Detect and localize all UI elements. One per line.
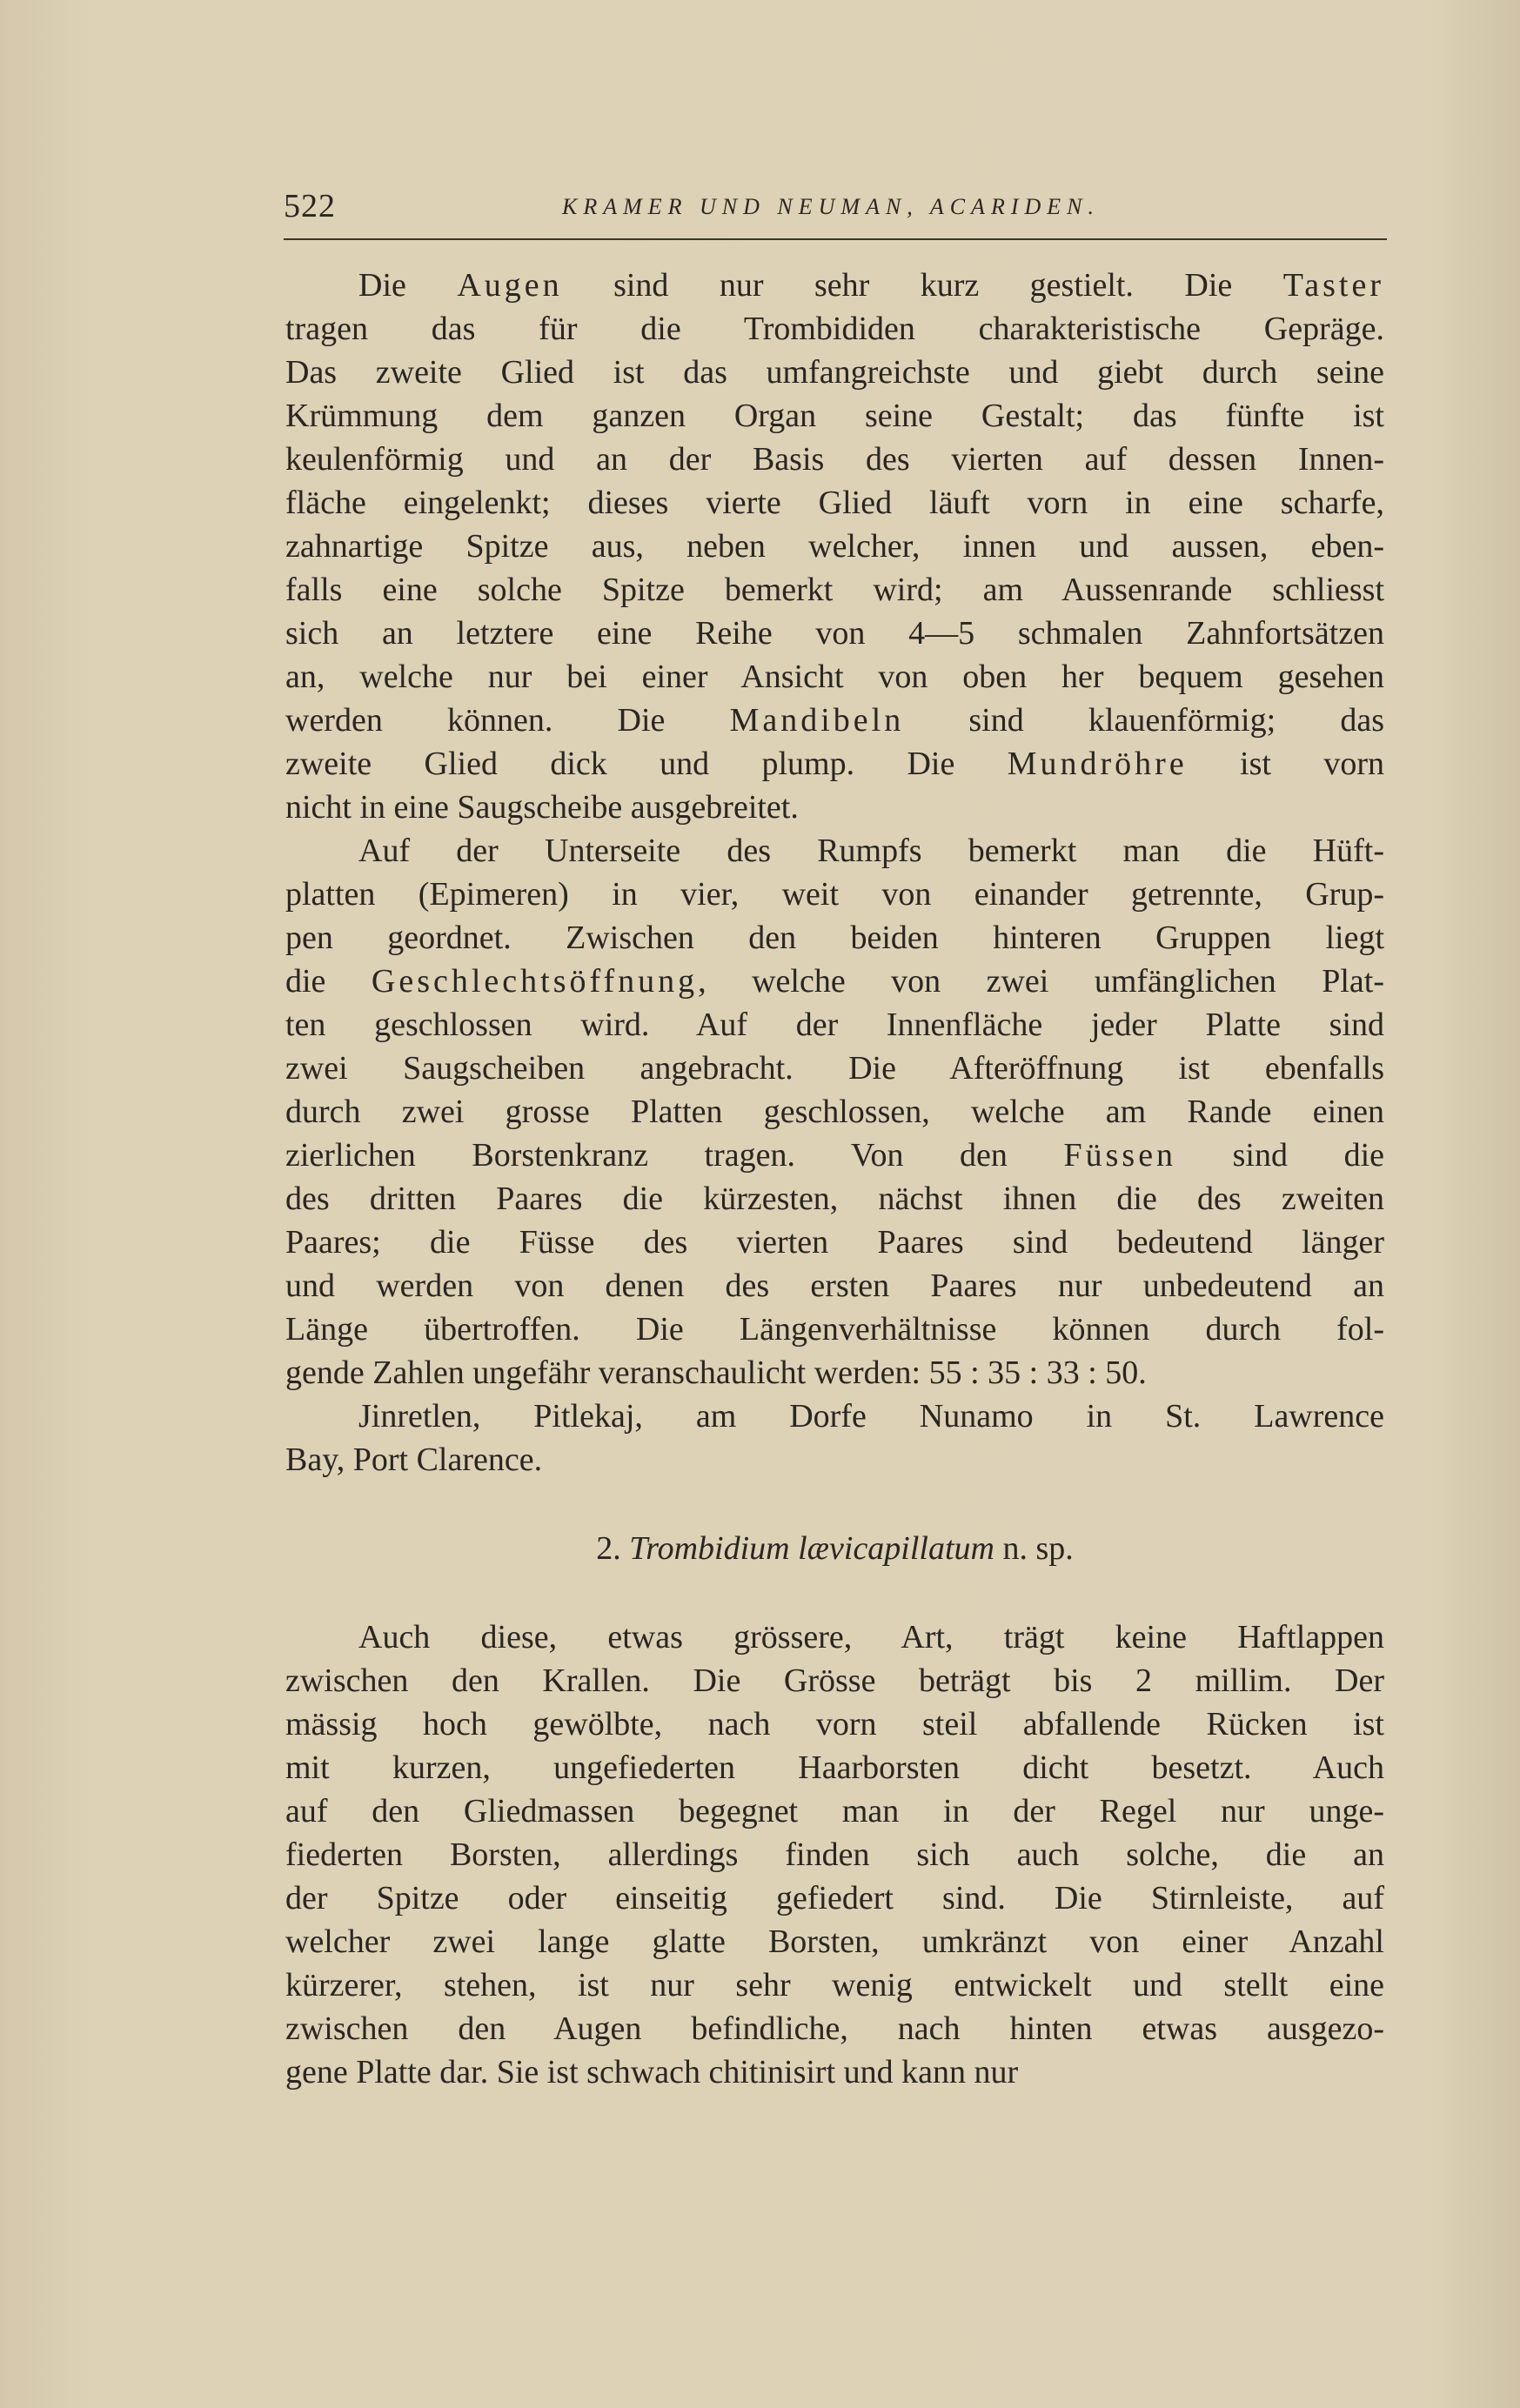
text-run: an, welche nur bei einer Ansicht von oben her bequem gesehen: [285, 659, 1384, 695]
species-heading: [285, 1527, 1384, 1570]
text-line: [285, 438, 1384, 481]
header-rule: [284, 238, 1387, 240]
text-line: [285, 1702, 1384, 1746]
text-line: [285, 1395, 1384, 1438]
text-line: [285, 1963, 1384, 2007]
text-run: Auch diese, etwas grössere, Art, trägt keine Haftlappen: [358, 1619, 1384, 1656]
text-run: zwei Saugscheiben angebracht. Die Afteröffnung ist ebenfalls: [285, 1050, 1384, 1087]
text-run: Jinretlen, Pitlekaj, am Dorfe Nunamo in St. Lawrence: [358, 1398, 1384, 1435]
text-line: [285, 1615, 1384, 1659]
species-suffix: n. sp.: [1002, 1530, 1074, 1567]
text-run: zierlichen Borstenkranz tragen. Von den: [285, 1137, 1064, 1174]
text-run: fläche eingelenkt; dieses vierte Glied läuft vorn in eine scharfe,: [285, 485, 1384, 521]
text-run: kürzerer, stehen, ist nur sehr wenig entwickelt und stellt eine: [285, 1967, 1384, 2003]
text-line: [285, 612, 1384, 655]
text-run: zweite Glied dick und plump. Die: [285, 746, 1008, 782]
text-run: ten geschlossen wird. Auf der Innenfläche jeder Platte sind: [285, 1007, 1384, 1043]
text-line: [285, 1047, 1384, 1090]
text-line: [285, 1659, 1384, 1702]
spaced-term: Mandibeln: [729, 702, 905, 739]
text-line: [285, 1789, 1384, 1833]
text-run: welcher zwei lange glatte Borsten, umkränzt von einer Anzahl: [285, 1923, 1384, 1960]
text-line: [285, 1177, 1384, 1221]
text-line: [285, 1833, 1384, 1876]
text-run: , welche von zwei umfänglichen Plat-: [698, 963, 1384, 1000]
text-run: sind klauenförmig; das: [904, 702, 1384, 739]
text-run: Das zweite Glied ist das umfangreichste und giebt durch seine: [285, 354, 1384, 391]
species-number: 2.: [596, 1530, 621, 1567]
text-line: [285, 525, 1384, 568]
text-run: des dritten Paares die kürzesten, nächst ihnen die des zweiten: [285, 1181, 1384, 1217]
text-run: mässig hoch gewölbte, nach vorn steil abfallende Rücken ist: [285, 1706, 1384, 1742]
paragraph-augen-taster: [285, 264, 1384, 829]
spaced-term: Geschlechtsöffnung: [371, 963, 699, 1000]
running-title: KRAMER UND NEUMAN, ACARIDEN.: [562, 194, 1100, 219]
text-run: gene Platte dar. Sie ist schwach chitinisirt und kann nur: [285, 2054, 1019, 2090]
text-line: [285, 1090, 1384, 1134]
running-head: [284, 187, 1387, 229]
text-run: sind die: [1176, 1137, 1384, 1174]
text-run: und werden von denen des ersten Paares nur unbedeutend an: [285, 1268, 1384, 1304]
text-run: mit kurzen, ungefiederten Haarborsten dicht besetzt. Auch: [285, 1749, 1384, 1786]
spaced-term: Füssen: [1063, 1137, 1177, 1174]
text-line: [285, 481, 1384, 525]
text-line: [285, 2007, 1384, 2050]
text-line: [285, 1876, 1384, 1920]
paragraph-fundorte: [285, 1395, 1384, 1482]
text-run: fiederten Borsten, allerdings finden sich auch solche, die an: [285, 1836, 1384, 1873]
text-run: zahnartige Spitze aus, neben welcher, innen und aussen, eben-: [285, 528, 1384, 565]
text-run: der Spitze oder einseitig gefiedert sind. Die Stirnleiste, auf: [285, 1880, 1384, 1916]
text-line: [285, 2050, 1384, 2094]
text-run: platten (Epimeren) in vier, weit von einander getrennte, Grup-: [285, 876, 1384, 913]
text-line: [285, 960, 1384, 1003]
text-line: [285, 1920, 1384, 1963]
text-run: tragen das für die Trombididen charakteristische Gepräge.: [285, 311, 1384, 347]
text-line: [285, 1134, 1384, 1177]
text-line: [285, 394, 1384, 438]
text-run: gende Zahlen ungefähr veranschaulicht werden: 55 : 35 : 33 : 50.: [285, 1354, 1147, 1391]
text-line: [285, 1308, 1384, 1351]
text-line: [285, 873, 1384, 916]
spaced-term: Mundröhre: [1007, 746, 1188, 782]
text-run: ist vorn: [1187, 746, 1384, 782]
text-run: keulenförmig und an der Basis des vierten auf dessen Innen-: [285, 441, 1384, 478]
text-line: [285, 742, 1384, 786]
species-name: Trombidium lævicapillatum: [629, 1530, 994, 1567]
text-line: [285, 1221, 1384, 1264]
text-line: [285, 699, 1384, 742]
text-run: nicht in eine Saugscheibe ausgebreitet.: [285, 789, 799, 826]
text-run: falls eine solche Spitze bemerkt wird; am Aussenrande schliesst: [285, 572, 1384, 608]
text-run: durch zwei grosse Platten geschlossen, welche am Rande einen: [285, 1094, 1384, 1130]
text-line: [285, 1746, 1384, 1789]
text-run: Paares; die Füsse des vierten Paares sind bedeutend länger: [285, 1224, 1384, 1261]
text-line: [285, 786, 1384, 829]
text-run: zwischen den Augen befindliche, nach hinten etwas ausgezo-: [285, 2010, 1384, 2047]
text-line: [285, 264, 1384, 307]
text-line: [285, 916, 1384, 960]
text-run: sind nur sehr kurz gestielt. Die: [562, 267, 1283, 304]
text-run: Krümmung dem ganzen Organ seine Gestalt; das fünfte ist: [285, 398, 1384, 434]
spaced-term: Taster: [1282, 267, 1384, 304]
text-run: sich an letztere eine Reihe von 4—5 schmalen Zahnfortsätzen: [285, 615, 1384, 652]
text-run: Bay, Port Clarence.: [285, 1441, 543, 1478]
text-run: pen geordnet. Zwischen den beiden hinteren Gruppen liegt: [285, 920, 1384, 956]
text-line: [285, 1003, 1384, 1047]
paragraph-beschreibung: [285, 1615, 1384, 2094]
text-line: [285, 351, 1384, 394]
text-run: zwischen den Krallen. Die Grösse beträgt bis 2 millim. Der: [285, 1662, 1384, 1699]
text-run: die: [285, 963, 372, 1000]
paragraph-unterseite: [285, 829, 1384, 1395]
text-line: [285, 1351, 1384, 1395]
text-line: [285, 655, 1384, 699]
page-number: 522: [284, 188, 336, 224]
body-text: [285, 264, 1384, 2094]
text-run: auf den Gliedmassen begegnet man in der Regel nur unge-: [285, 1793, 1384, 1829]
text-line: [285, 1264, 1384, 1308]
spaced-term: Augen: [457, 267, 563, 304]
text-run: Die: [358, 267, 458, 304]
text-line: [285, 829, 1384, 873]
text-line: [285, 1438, 1384, 1482]
text-line: [285, 307, 1384, 351]
text-run: werden können. Die: [285, 702, 730, 739]
text-run: Länge übertroffen. Die Längenverhältnisse können durch fol-: [285, 1311, 1384, 1348]
text-line: [285, 568, 1384, 612]
text-run: Auf der Unterseite des Rumpfs bemerkt man die Hüft-: [358, 833, 1384, 869]
